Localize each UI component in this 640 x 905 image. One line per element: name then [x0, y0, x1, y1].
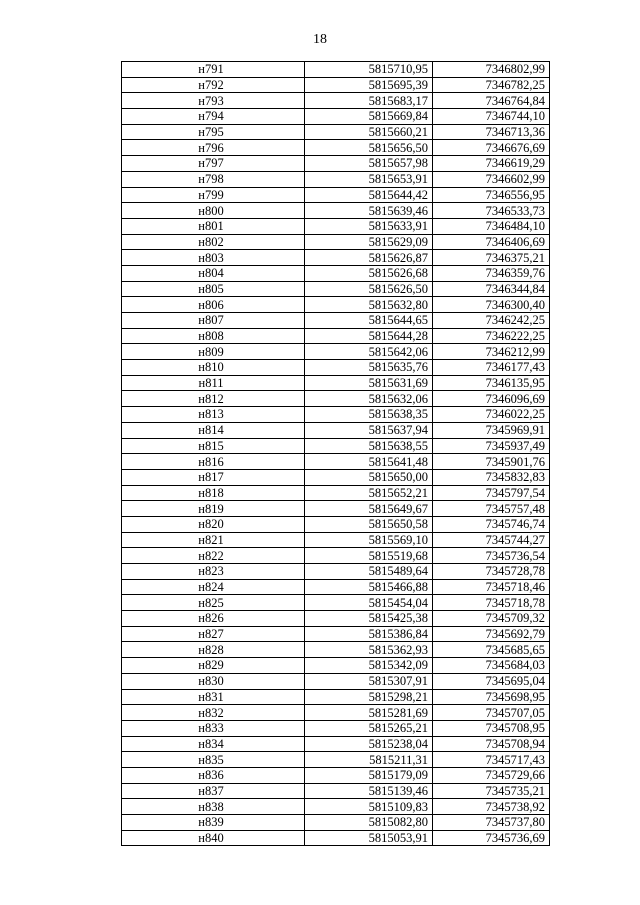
y-coordinate-cell: 7346619,29 — [433, 156, 550, 172]
table-row — [122, 391, 550, 407]
x-coordinate-cell: 5815082,80 — [305, 815, 433, 831]
point-name-cell: н832 — [122, 705, 305, 721]
point-name-cell: н835 — [122, 752, 305, 768]
table-row — [122, 281, 550, 297]
table-row — [122, 124, 550, 140]
coordinates-table-body — [122, 62, 550, 846]
x-coordinate-cell: 5815656,50 — [305, 140, 433, 156]
y-coordinate-cell: 7345729,66 — [433, 767, 550, 783]
x-coordinate-cell: 5815626,68 — [305, 265, 433, 281]
y-coordinate-cell: 7345737,80 — [433, 815, 550, 831]
table-row — [122, 469, 550, 485]
table-row — [122, 705, 550, 721]
y-coordinate-cell: 7346135,95 — [433, 375, 550, 391]
table-row — [122, 265, 550, 281]
table-row — [122, 407, 550, 423]
table-row — [122, 532, 550, 548]
y-coordinate-cell: 7346359,76 — [433, 265, 550, 281]
y-coordinate-cell: 7346212,99 — [433, 344, 550, 360]
x-coordinate-cell: 5815425,38 — [305, 611, 433, 627]
point-name-cell: н813 — [122, 407, 305, 423]
table-row — [122, 579, 550, 595]
table-row — [122, 234, 550, 250]
table-row — [122, 720, 550, 736]
table-row — [122, 422, 550, 438]
point-name-cell: н822 — [122, 548, 305, 564]
y-coordinate-cell: 7345692,79 — [433, 626, 550, 642]
x-coordinate-cell: 5815281,69 — [305, 705, 433, 721]
y-coordinate-cell: 7345718,78 — [433, 595, 550, 611]
y-coordinate-cell: 7345757,48 — [433, 501, 550, 517]
x-coordinate-cell: 5815637,94 — [305, 422, 433, 438]
y-coordinate-cell: 7345969,91 — [433, 422, 550, 438]
table-row — [122, 109, 550, 125]
table-row — [122, 626, 550, 642]
table-row — [122, 611, 550, 627]
point-name-cell: н800 — [122, 203, 305, 219]
y-coordinate-cell: 7345744,27 — [433, 532, 550, 548]
point-name-cell: н808 — [122, 328, 305, 344]
point-name-cell: н834 — [122, 736, 305, 752]
x-coordinate-cell: 5815569,10 — [305, 532, 433, 548]
y-coordinate-cell: 7345718,46 — [433, 579, 550, 595]
y-coordinate-cell: 7345728,78 — [433, 564, 550, 580]
y-coordinate-cell: 7346222,25 — [433, 328, 550, 344]
x-coordinate-cell: 5815638,55 — [305, 438, 433, 454]
x-coordinate-cell: 5815298,21 — [305, 689, 433, 705]
table-row — [122, 438, 550, 454]
point-name-cell: н802 — [122, 234, 305, 250]
y-coordinate-cell: 7345685,65 — [433, 642, 550, 658]
y-coordinate-cell: 7345736,54 — [433, 548, 550, 564]
point-name-cell: н831 — [122, 689, 305, 705]
table-row — [122, 360, 550, 376]
point-name-cell: н829 — [122, 658, 305, 674]
x-coordinate-cell: 5815638,35 — [305, 407, 433, 423]
x-coordinate-cell: 5815641,48 — [305, 454, 433, 470]
y-coordinate-cell: 7346406,69 — [433, 234, 550, 250]
x-coordinate-cell: 5815631,69 — [305, 375, 433, 391]
y-coordinate-cell: 7346484,10 — [433, 218, 550, 234]
point-name-cell: н838 — [122, 799, 305, 815]
x-coordinate-cell: 5815632,80 — [305, 297, 433, 313]
point-name-cell: н803 — [122, 250, 305, 266]
x-coordinate-cell: 5815639,46 — [305, 203, 433, 219]
y-coordinate-cell: 7346713,36 — [433, 124, 550, 140]
x-coordinate-cell: 5815342,09 — [305, 658, 433, 674]
x-coordinate-cell: 5815650,58 — [305, 516, 433, 532]
x-coordinate-cell: 5815109,83 — [305, 799, 433, 815]
point-name-cell: н825 — [122, 595, 305, 611]
table-row — [122, 815, 550, 831]
table-row — [122, 564, 550, 580]
y-coordinate-cell: 7346242,25 — [433, 313, 550, 329]
table-row — [122, 344, 550, 360]
table-row — [122, 736, 550, 752]
x-coordinate-cell: 5815519,68 — [305, 548, 433, 564]
x-coordinate-cell: 5815265,21 — [305, 720, 433, 736]
point-name-cell: н792 — [122, 77, 305, 93]
x-coordinate-cell: 5815629,09 — [305, 234, 433, 250]
table-row — [122, 454, 550, 470]
point-name-cell: н839 — [122, 815, 305, 831]
point-name-cell: н826 — [122, 611, 305, 627]
x-coordinate-cell: 5815644,42 — [305, 187, 433, 203]
point-name-cell: н837 — [122, 783, 305, 799]
table-row — [122, 501, 550, 517]
x-coordinate-cell: 5815657,98 — [305, 156, 433, 172]
x-coordinate-cell: 5815179,09 — [305, 767, 433, 783]
table-row — [122, 767, 550, 783]
table-row — [122, 203, 550, 219]
point-name-cell: н836 — [122, 767, 305, 783]
y-coordinate-cell: 7345684,03 — [433, 658, 550, 674]
y-coordinate-cell: 7345707,05 — [433, 705, 550, 721]
x-coordinate-cell: 5815669,84 — [305, 109, 433, 125]
table-row — [122, 830, 550, 846]
point-name-cell: н810 — [122, 360, 305, 376]
y-coordinate-cell: 7346022,25 — [433, 407, 550, 423]
table-row — [122, 595, 550, 611]
point-name-cell: н804 — [122, 265, 305, 281]
y-coordinate-cell: 7346344,84 — [433, 281, 550, 297]
x-coordinate-cell: 5815695,39 — [305, 77, 433, 93]
point-name-cell: н807 — [122, 313, 305, 329]
x-coordinate-cell: 5815635,76 — [305, 360, 433, 376]
y-coordinate-cell: 7345797,54 — [433, 485, 550, 501]
y-coordinate-cell: 7345698,95 — [433, 689, 550, 705]
x-coordinate-cell: 5815211,31 — [305, 752, 433, 768]
table-row — [122, 799, 550, 815]
y-coordinate-cell: 7345735,21 — [433, 783, 550, 799]
table-row — [122, 187, 550, 203]
y-coordinate-cell: 7346177,43 — [433, 360, 550, 376]
table-row — [122, 313, 550, 329]
table-row — [122, 156, 550, 172]
x-coordinate-cell: 5815466,88 — [305, 579, 433, 595]
x-coordinate-cell: 5815653,91 — [305, 171, 433, 187]
y-coordinate-cell: 7346300,40 — [433, 297, 550, 313]
x-coordinate-cell: 5815238,04 — [305, 736, 433, 752]
coordinates-table — [121, 61, 550, 846]
x-coordinate-cell: 5815644,28 — [305, 328, 433, 344]
point-name-cell: н823 — [122, 564, 305, 580]
table-row — [122, 783, 550, 799]
x-coordinate-cell: 5815650,00 — [305, 469, 433, 485]
y-coordinate-cell: 7345708,94 — [433, 736, 550, 752]
x-coordinate-cell: 5815644,65 — [305, 313, 433, 329]
x-coordinate-cell: 5815362,93 — [305, 642, 433, 658]
x-coordinate-cell: 5815307,91 — [305, 673, 433, 689]
y-coordinate-cell: 7346533,73 — [433, 203, 550, 219]
y-coordinate-cell: 7345736,69 — [433, 830, 550, 846]
table-row — [122, 752, 550, 768]
point-name-cell: н833 — [122, 720, 305, 736]
point-name-cell: н796 — [122, 140, 305, 156]
y-coordinate-cell: 7345717,43 — [433, 752, 550, 768]
x-coordinate-cell: 5815386,84 — [305, 626, 433, 642]
table-row — [122, 62, 550, 78]
table-row — [122, 218, 550, 234]
y-coordinate-cell: 7346375,21 — [433, 250, 550, 266]
x-coordinate-cell: 5815139,46 — [305, 783, 433, 799]
x-coordinate-cell: 5815649,67 — [305, 501, 433, 517]
table-row — [122, 658, 550, 674]
y-coordinate-cell: 7346602,99 — [433, 171, 550, 187]
point-name-cell: н798 — [122, 171, 305, 187]
y-coordinate-cell: 7345708,95 — [433, 720, 550, 736]
point-name-cell: н811 — [122, 375, 305, 391]
x-coordinate-cell: 5815642,06 — [305, 344, 433, 360]
point-name-cell: н793 — [122, 93, 305, 109]
y-coordinate-cell: 7345832,83 — [433, 469, 550, 485]
point-name-cell: н816 — [122, 454, 305, 470]
point-name-cell: н795 — [122, 124, 305, 140]
y-coordinate-cell: 7346782,25 — [433, 77, 550, 93]
point-name-cell: н819 — [122, 501, 305, 517]
table-row — [122, 77, 550, 93]
y-coordinate-cell: 7346802,99 — [433, 62, 550, 78]
point-name-cell: н830 — [122, 673, 305, 689]
x-coordinate-cell: 5815632,06 — [305, 391, 433, 407]
y-coordinate-cell: 7346676,69 — [433, 140, 550, 156]
point-name-cell: н818 — [122, 485, 305, 501]
table-row — [122, 328, 550, 344]
point-name-cell: н812 — [122, 391, 305, 407]
point-name-cell: н820 — [122, 516, 305, 532]
table-row — [122, 689, 550, 705]
table-row — [122, 642, 550, 658]
y-coordinate-cell: 7346764,84 — [433, 93, 550, 109]
table-row — [122, 297, 550, 313]
table-row — [122, 140, 550, 156]
y-coordinate-cell: 7345709,32 — [433, 611, 550, 627]
point-name-cell: н799 — [122, 187, 305, 203]
x-coordinate-cell: 5815633,91 — [305, 218, 433, 234]
point-name-cell: н794 — [122, 109, 305, 125]
point-name-cell: н824 — [122, 579, 305, 595]
x-coordinate-cell: 5815710,95 — [305, 62, 433, 78]
y-coordinate-cell: 7345738,92 — [433, 799, 550, 815]
point-name-cell: н817 — [122, 469, 305, 485]
y-coordinate-cell: 7345937,49 — [433, 438, 550, 454]
point-name-cell: н791 — [122, 62, 305, 78]
point-name-cell: н814 — [122, 422, 305, 438]
table-row — [122, 548, 550, 564]
x-coordinate-cell: 5815454,04 — [305, 595, 433, 611]
point-name-cell: н840 — [122, 830, 305, 846]
point-name-cell: н806 — [122, 297, 305, 313]
x-coordinate-cell: 5815053,91 — [305, 830, 433, 846]
x-coordinate-cell: 5815660,21 — [305, 124, 433, 140]
table-row — [122, 485, 550, 501]
point-name-cell: н815 — [122, 438, 305, 454]
point-name-cell: н809 — [122, 344, 305, 360]
table-row — [122, 516, 550, 532]
y-coordinate-cell: 7345901,76 — [433, 454, 550, 470]
table-row — [122, 171, 550, 187]
y-coordinate-cell: 7345746,74 — [433, 516, 550, 532]
x-coordinate-cell: 5815683,17 — [305, 93, 433, 109]
page-number: 18 — [313, 32, 327, 47]
point-name-cell: н805 — [122, 281, 305, 297]
point-name-cell: н797 — [122, 156, 305, 172]
x-coordinate-cell: 5815652,21 — [305, 485, 433, 501]
y-coordinate-cell: 7346744,10 — [433, 109, 550, 125]
table-row — [122, 93, 550, 109]
table-row — [122, 375, 550, 391]
point-name-cell: н828 — [122, 642, 305, 658]
table-row — [122, 250, 550, 266]
point-name-cell: н827 — [122, 626, 305, 642]
y-coordinate-cell: 7345695,04 — [433, 673, 550, 689]
x-coordinate-cell: 5815489,64 — [305, 564, 433, 580]
y-coordinate-cell: 7346556,95 — [433, 187, 550, 203]
y-coordinate-cell: 7346096,69 — [433, 391, 550, 407]
x-coordinate-cell: 5815626,87 — [305, 250, 433, 266]
point-name-cell: н801 — [122, 218, 305, 234]
table-row — [122, 673, 550, 689]
point-name-cell: н821 — [122, 532, 305, 548]
x-coordinate-cell: 5815626,50 — [305, 281, 433, 297]
